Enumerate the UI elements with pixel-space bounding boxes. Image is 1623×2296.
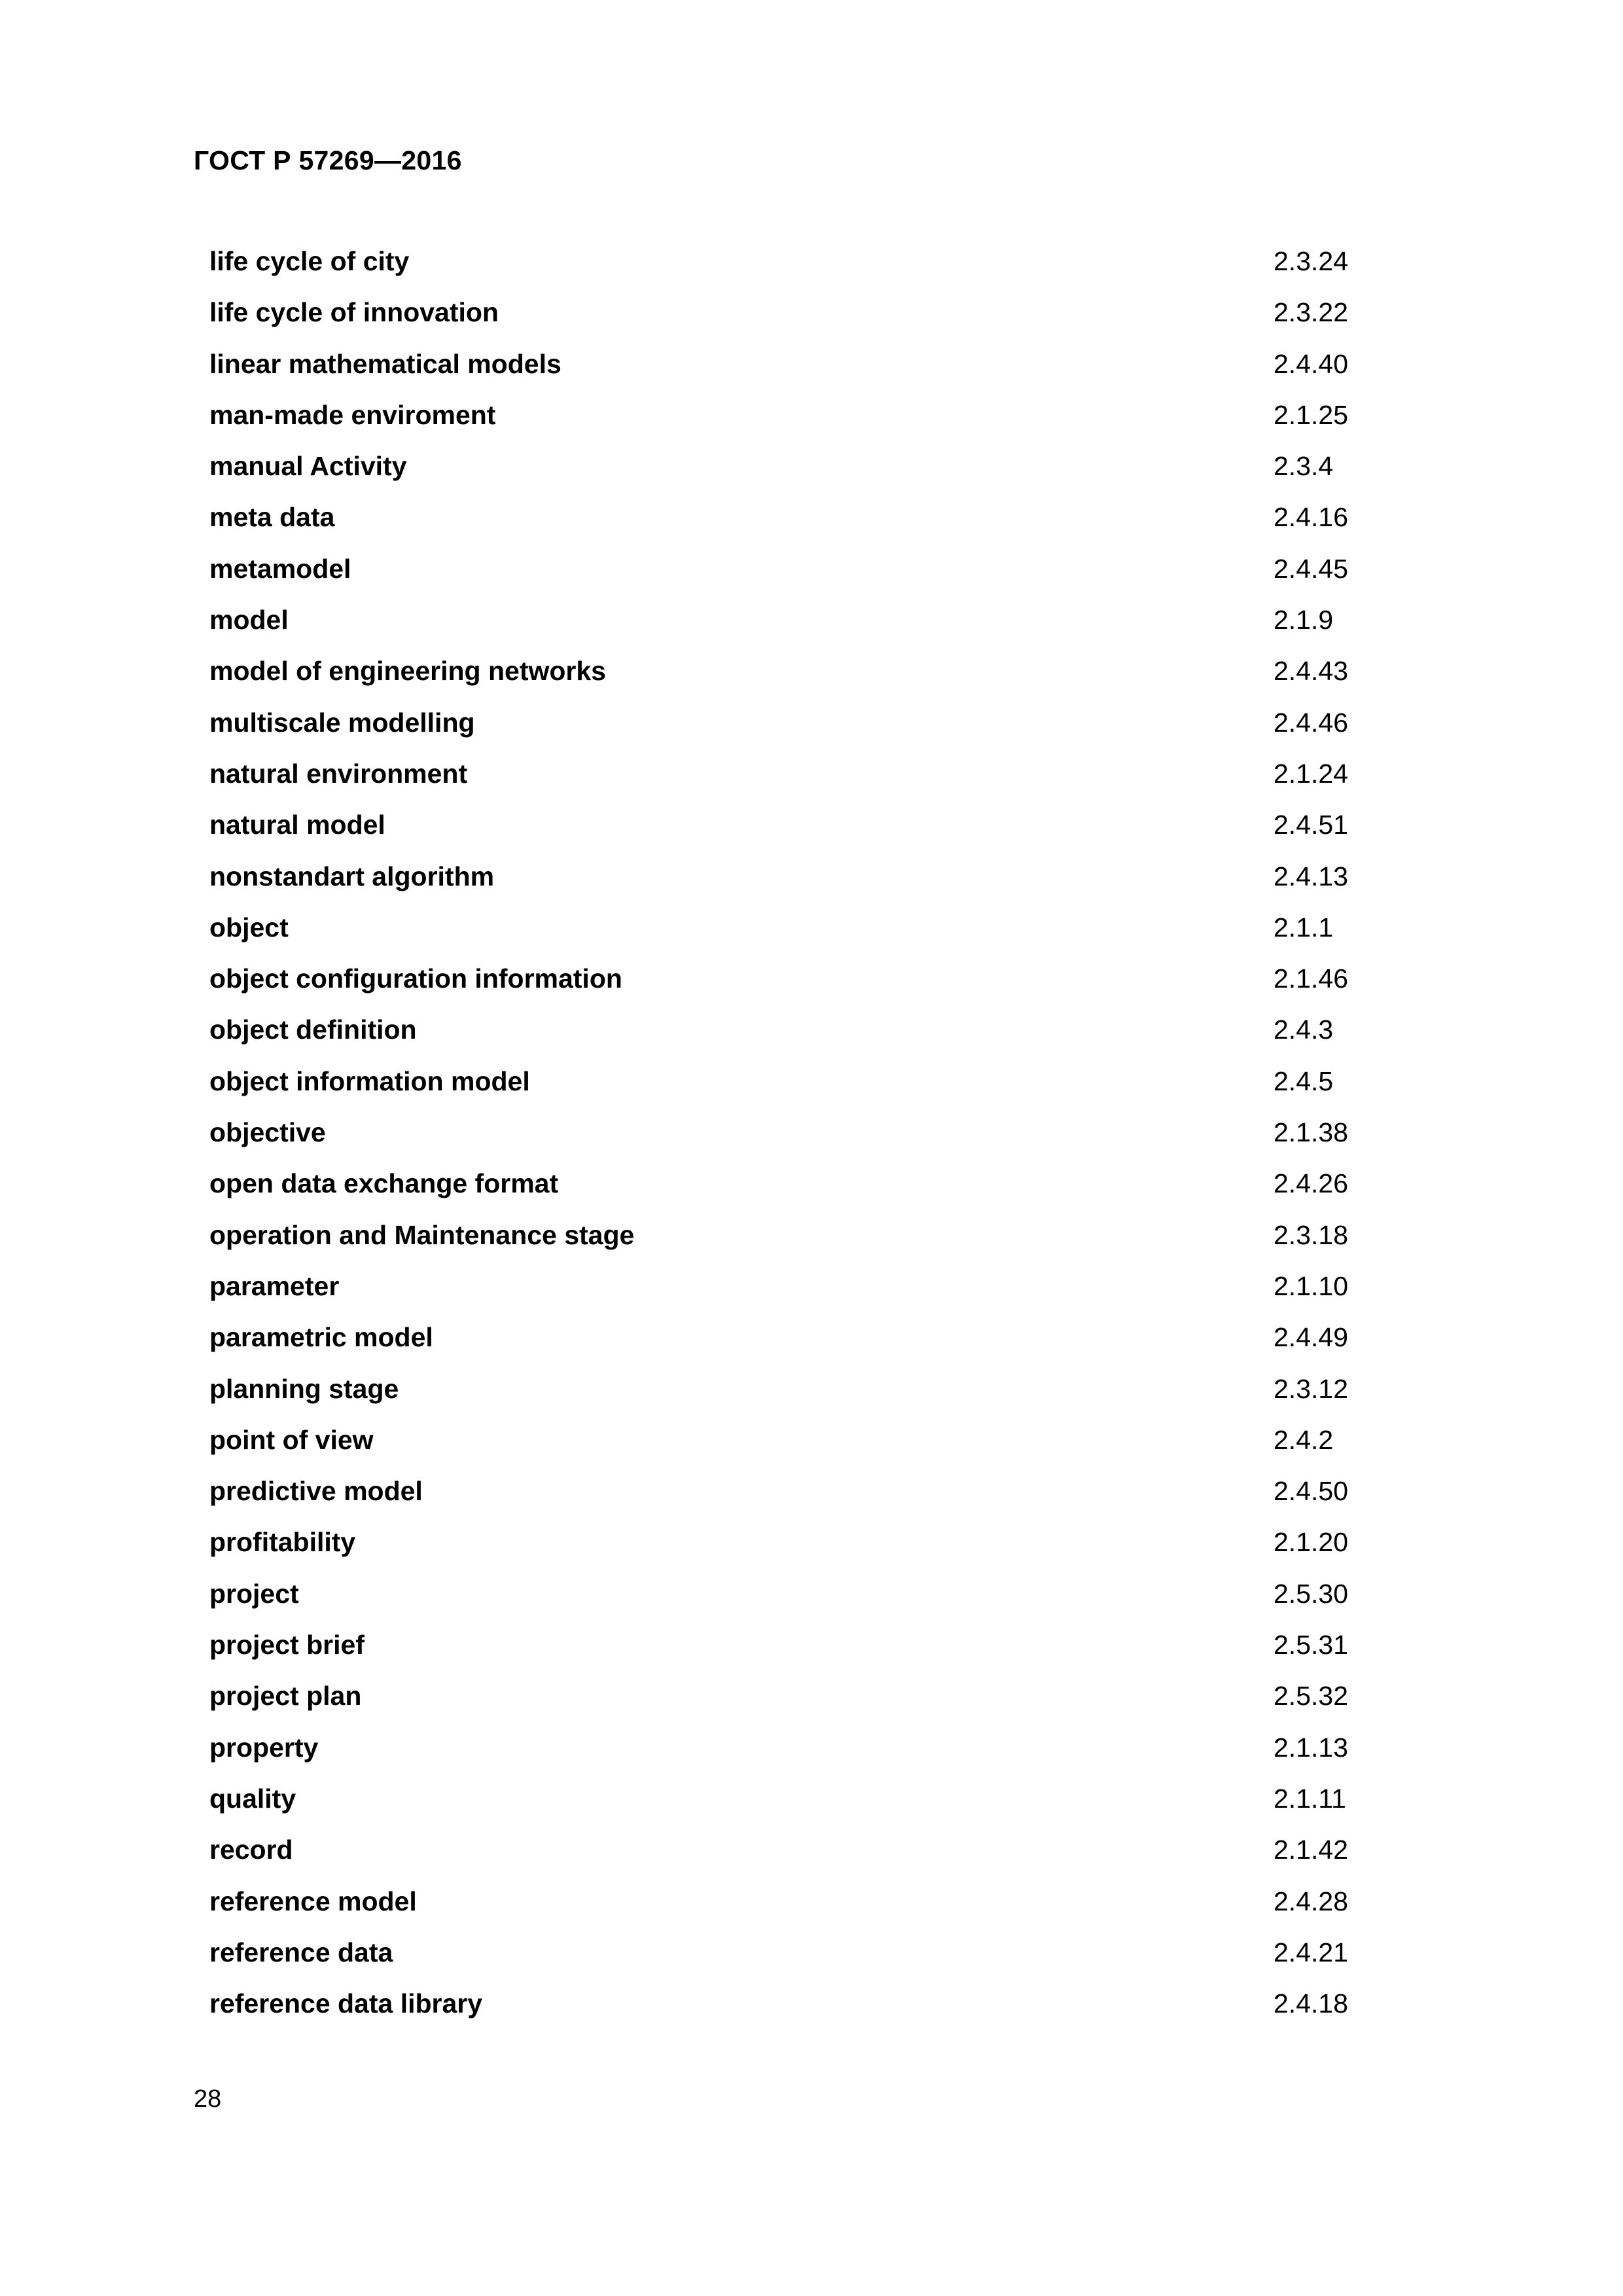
index-row bbox=[209, 1465, 1374, 1516]
index-reference-number: 2.4.26 bbox=[1274, 1168, 1348, 1199]
index-row bbox=[209, 1004, 1374, 1055]
index-reference-number: 2.1.20 bbox=[1274, 1527, 1348, 1558]
index-reference-number: 2.1.9 bbox=[1274, 605, 1334, 636]
index-term: open data exchange format bbox=[209, 1168, 559, 1199]
index-row bbox=[209, 287, 1374, 338]
index-term: manual Activity bbox=[209, 451, 407, 482]
index-row bbox=[209, 1978, 1374, 2029]
index-row bbox=[209, 1056, 1374, 1107]
index-reference-number: 2.4.18 bbox=[1274, 1988, 1348, 2019]
index-row bbox=[209, 1261, 1374, 1312]
index-row bbox=[209, 645, 1374, 696]
index-term: object bbox=[209, 912, 289, 942]
index-row bbox=[209, 1670, 1374, 1721]
index-row bbox=[209, 543, 1374, 594]
index-row bbox=[209, 1876, 1374, 1927]
index-row bbox=[209, 440, 1374, 492]
index-term: linear mathematical models bbox=[209, 348, 562, 379]
index-row bbox=[209, 1927, 1374, 1978]
index-reference-number: 2.5.30 bbox=[1274, 1578, 1348, 1609]
index-reference-number: 2.3.24 bbox=[1274, 246, 1348, 276]
index-row bbox=[209, 1824, 1374, 1875]
index-reference-number: 2.1.46 bbox=[1274, 963, 1348, 994]
index-reference-number: 2.3.18 bbox=[1274, 1219, 1348, 1250]
index-reference-number: 2.1.24 bbox=[1274, 758, 1348, 789]
index-reference-number: 2.4.49 bbox=[1274, 1322, 1348, 1353]
index-row bbox=[209, 389, 1374, 440]
index-term: object information model bbox=[209, 1066, 530, 1096]
index-row bbox=[209, 1158, 1374, 1209]
index-term: metamodel bbox=[209, 553, 351, 584]
index-row bbox=[209, 338, 1374, 389]
index-term: record bbox=[209, 1835, 293, 1865]
index-term: life cycle of innovation bbox=[209, 297, 499, 328]
index-row bbox=[209, 953, 1374, 1004]
index-term: point of view bbox=[209, 1424, 374, 1455]
index-reference-number: 2.4.21 bbox=[1274, 1937, 1348, 1967]
index-reference-number: 2.4.13 bbox=[1274, 861, 1348, 891]
index-row bbox=[209, 1363, 1374, 1414]
index-reference-number: 2.4.5 bbox=[1274, 1066, 1334, 1096]
index-term: nonstandart algorithm bbox=[209, 861, 495, 891]
index-term: project plan bbox=[209, 1681, 362, 1712]
page-header-standard: ГОСТ Р 57269—2016 bbox=[194, 145, 462, 175]
index-term: man-made enviroment bbox=[209, 399, 496, 430]
index-term: planning stage bbox=[209, 1373, 399, 1404]
index-reference-number: 2.1.11 bbox=[1274, 1783, 1346, 1814]
index-term: objective bbox=[209, 1117, 326, 1148]
term-index-list bbox=[209, 236, 1374, 2029]
index-term: reference data bbox=[209, 1937, 393, 1967]
index-reference-number: 2.3.12 bbox=[1274, 1373, 1348, 1404]
index-row bbox=[209, 697, 1374, 748]
index-row bbox=[209, 1107, 1374, 1158]
index-term: natural model bbox=[209, 810, 385, 840]
index-reference-number: 2.4.3 bbox=[1274, 1014, 1334, 1045]
index-reference-number: 2.4.51 bbox=[1274, 810, 1348, 840]
index-term: quality bbox=[209, 1783, 296, 1814]
index-row bbox=[209, 594, 1374, 645]
index-reference-number: 2.4.16 bbox=[1274, 502, 1348, 533]
index-reference-number: 2.1.1 bbox=[1274, 912, 1334, 942]
index-term: reference data library bbox=[209, 1988, 483, 2019]
index-term: object configuration information bbox=[209, 963, 622, 994]
index-term: parameter bbox=[209, 1270, 340, 1301]
index-reference-number: 2.1.10 bbox=[1274, 1270, 1348, 1301]
index-row bbox=[209, 1414, 1374, 1465]
index-term: project brief bbox=[209, 1630, 365, 1660]
index-term: parametric model bbox=[209, 1322, 433, 1353]
index-reference-number: 2.3.22 bbox=[1274, 297, 1348, 328]
index-row bbox=[209, 902, 1374, 953]
index-term: project bbox=[209, 1578, 299, 1609]
index-row bbox=[209, 1516, 1374, 1568]
index-reference-number: 2.5.32 bbox=[1274, 1681, 1348, 1712]
index-row bbox=[209, 1619, 1374, 1670]
index-row bbox=[209, 799, 1374, 850]
index-term: property bbox=[209, 1732, 319, 1763]
index-reference-number: 2.4.40 bbox=[1274, 348, 1348, 379]
index-row bbox=[209, 851, 1374, 902]
index-term: model bbox=[209, 605, 289, 636]
index-reference-number: 2.1.38 bbox=[1274, 1117, 1348, 1148]
page-number: 28 bbox=[194, 2085, 222, 2113]
index-reference-number: 2.1.25 bbox=[1274, 399, 1348, 430]
index-row bbox=[209, 1722, 1374, 1773]
index-row bbox=[209, 1568, 1374, 1619]
index-reference-number: 2.4.28 bbox=[1274, 1886, 1348, 1916]
index-reference-number: 2.1.13 bbox=[1274, 1732, 1348, 1763]
index-reference-number: 2.4.43 bbox=[1274, 656, 1348, 687]
index-term: life cycle of city bbox=[209, 246, 410, 276]
index-term: profitability bbox=[209, 1527, 356, 1558]
index-term: reference model bbox=[209, 1886, 417, 1916]
index-row bbox=[209, 1312, 1374, 1363]
index-reference-number: 2.4.50 bbox=[1274, 1476, 1348, 1507]
index-reference-number: 2.4.2 bbox=[1274, 1424, 1334, 1455]
index-reference-number: 2.4.46 bbox=[1274, 707, 1348, 738]
index-reference-number: 2.5.31 bbox=[1274, 1630, 1348, 1660]
index-term: operation and Maintenance stage bbox=[209, 1219, 635, 1250]
index-row bbox=[209, 492, 1374, 543]
index-term: natural environment bbox=[209, 758, 468, 789]
index-reference-number: 2.4.45 bbox=[1274, 553, 1348, 584]
index-reference-number: 2.3.4 bbox=[1274, 451, 1334, 482]
index-reference-number: 2.1.42 bbox=[1274, 1835, 1348, 1865]
index-row bbox=[209, 236, 1374, 287]
index-row bbox=[209, 748, 1374, 799]
index-term: multiscale modelling bbox=[209, 707, 475, 738]
index-term: object definition bbox=[209, 1014, 417, 1045]
index-row bbox=[209, 1773, 1374, 1824]
index-term: predictive model bbox=[209, 1476, 423, 1507]
index-term: meta data bbox=[209, 502, 335, 533]
index-term: model of engineering networks bbox=[209, 656, 606, 687]
index-row bbox=[209, 1210, 1374, 1261]
